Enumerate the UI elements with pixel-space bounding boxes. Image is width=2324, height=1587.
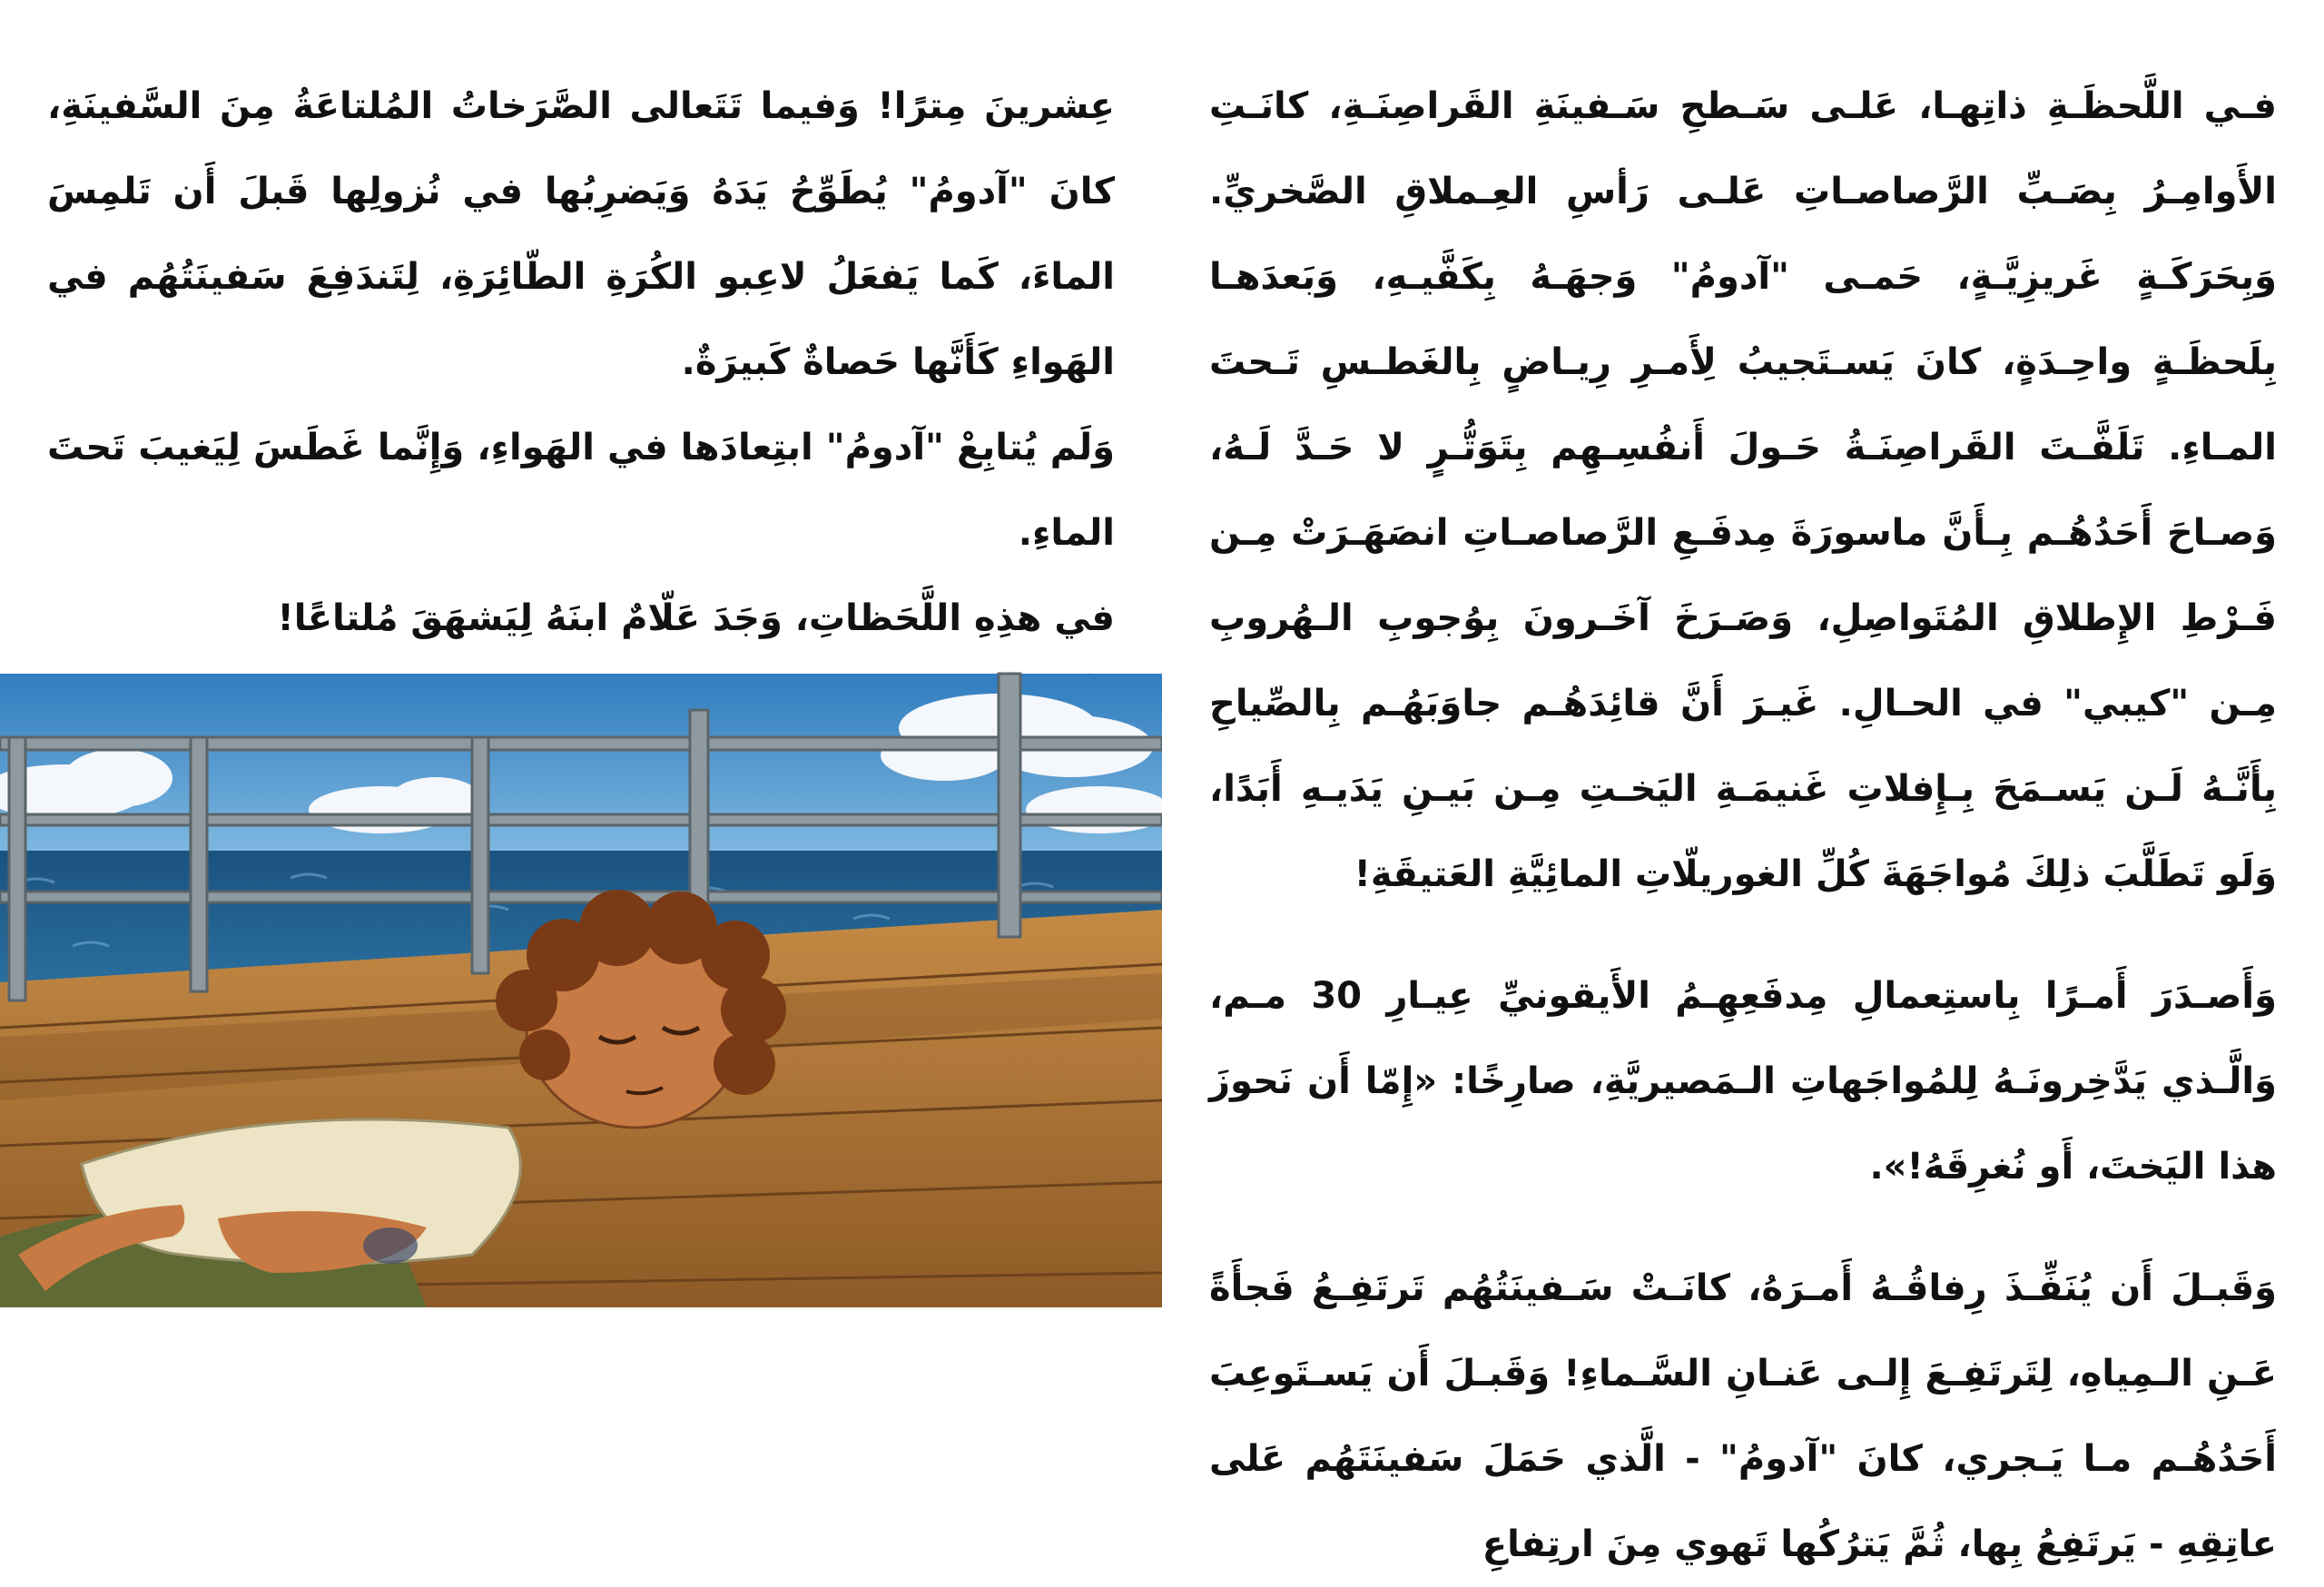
right-page [1162,0,2324,1565]
left-page [0,0,1162,1307]
right-page-text [1209,64,2277,1587]
boy-on-deck-illustration [0,674,1162,1307]
left-paragraph-3: في هذِهِ اللَّحَظاتِ، وَجَدَ عَلّامٌ ابنَهُ لِيَشهَقَ مُلتاعًا! [277,597,1115,639]
right-paragraph-2: وَأَصـدَرَ أَمـرًا بِاستِعمالِ مِدفَعِهِـمُ الأَيقونيِّ عِيـارِ 30 مـم، وَالَّـذي يَدَّخِرونَـهُ لِلمُواجَهاتِ الـمَصيريَّةِ، صارِخًا: «إِمّا أَن نَحوزَ هذا اليَختَ، أَو نُغرِقَهُ!». [1209,975,2277,1188]
right-paragraph-3: وَقَبـلَ أَن يُنَفِّـذَ رِفاقُـهُ أَمـرَهُ، كانَـتْ سَـفينَتُهُم تَرتَفِـعُ فَجأَةً عَـنِ الـمِياهِ، لِتَرتَفِـعَ إِلـى عَنـانِ السَّـماءِ! وَقَبـلَ أَن يَسـتَوعِبَ أَحَدُهُـم مـا يَـجري، كانَ "آدومُ" - الَّذي حَمَلَ سَفينَتَهُم عَلى عاتِقِهِ - يَرتَفِعُ بِها، ثُمَّ يَترُكُها تَهوي مِنَ ارتِفاعِ [1209,1267,2277,1565]
bruise [363,1227,418,1264]
illustration-svg [0,674,1162,1307]
left-paragraph-2: وَلَم يُتابِعْ "آدومُ" ابتِعادَها في الهَواءِ، وَإِنَّما غَطَسَ لِيَغيبَ تَحتَ الماءِ. [47,427,1115,554]
left-paragraph-1: عِشرينَ مِترًا! وَفيما تَتَعالى الصَّرَخاتُ المُلتاعَةُ مِنَ السَّفينَةِ، كانَ "آدومُ" يُطَوِّحُ يَدَهُ وَيَضرِبُها في نُزولِها قَبلَ أَن تَلمِسَ الماءَ، كَما يَفعَلُ لاعِبو الكُرَةِ الطّائِرَةِ، لِتَندَفِعَ سَفينَتُهُم في الهَواءِ كَأَنَّها حَصاةٌ كَبيرَةٌ. [47,85,1115,383]
right-paragraph-1: فـي اللَّحظَـةِ ذاتِهـا، عَلـى سَـطحِ سَـفينَةِ القَراصِنَـةِ، كانَـتِ الأَوامِـرُ بِصَـبِّ الرَّصاصـاتِ عَلـى رَأسِ العِـملاقِ الصَّخريِّ. وَبِحَرَكَـةٍ غَريزِيَّـةٍ، حَمـى "آدومُ" وَجهَـهُ بِكَفَّيـهِ، وَبَعدَهـا بِلَحظَـةٍ واحِـدَةٍ، كانَ يَسـتَجيبُ لِأَمـرِ رِيـاضٍ بِالغَطـسِ تَـحتَ المـاءِ. تَلَفَّـتَ القَراصِنَـةُ حَـولَ أَنفُسِـهِم بِتَوَتُّـرٍ لا حَـدَّ لَـهُ، وَصـاحَ أَحَدُهُـم بِـأَنَّ ماسورَةَ مِدفَـعِ الرَّصاصـاتِ انصَهَـرَتْ مِـن فَـرْطِ الإِطلاقِ المُتَواصِلِ، وَصَـرَخَ آخَـرونَ بِوُجوبِ الـهُروبِ مِـن "كيبي" في الحـالِ. غَيـرَ أَنَّ قائِدَهُـم جاوَبَهُـم بِالصِّياحِ بِأَنَّـهُ لَـن يَسـمَحَ بِـإِفلاتِ غَنيمَـةِ اليَخـتِ مِـن بَيـنِ يَدَيـهِ أَبَدًا، وَلَو تَطَلَّبَ ذلِكَ مُواجَهَةَ كُلِّ الغوريلّاتِ المائِيَّةِ العَتيقَةِ! [1209,85,2277,895]
